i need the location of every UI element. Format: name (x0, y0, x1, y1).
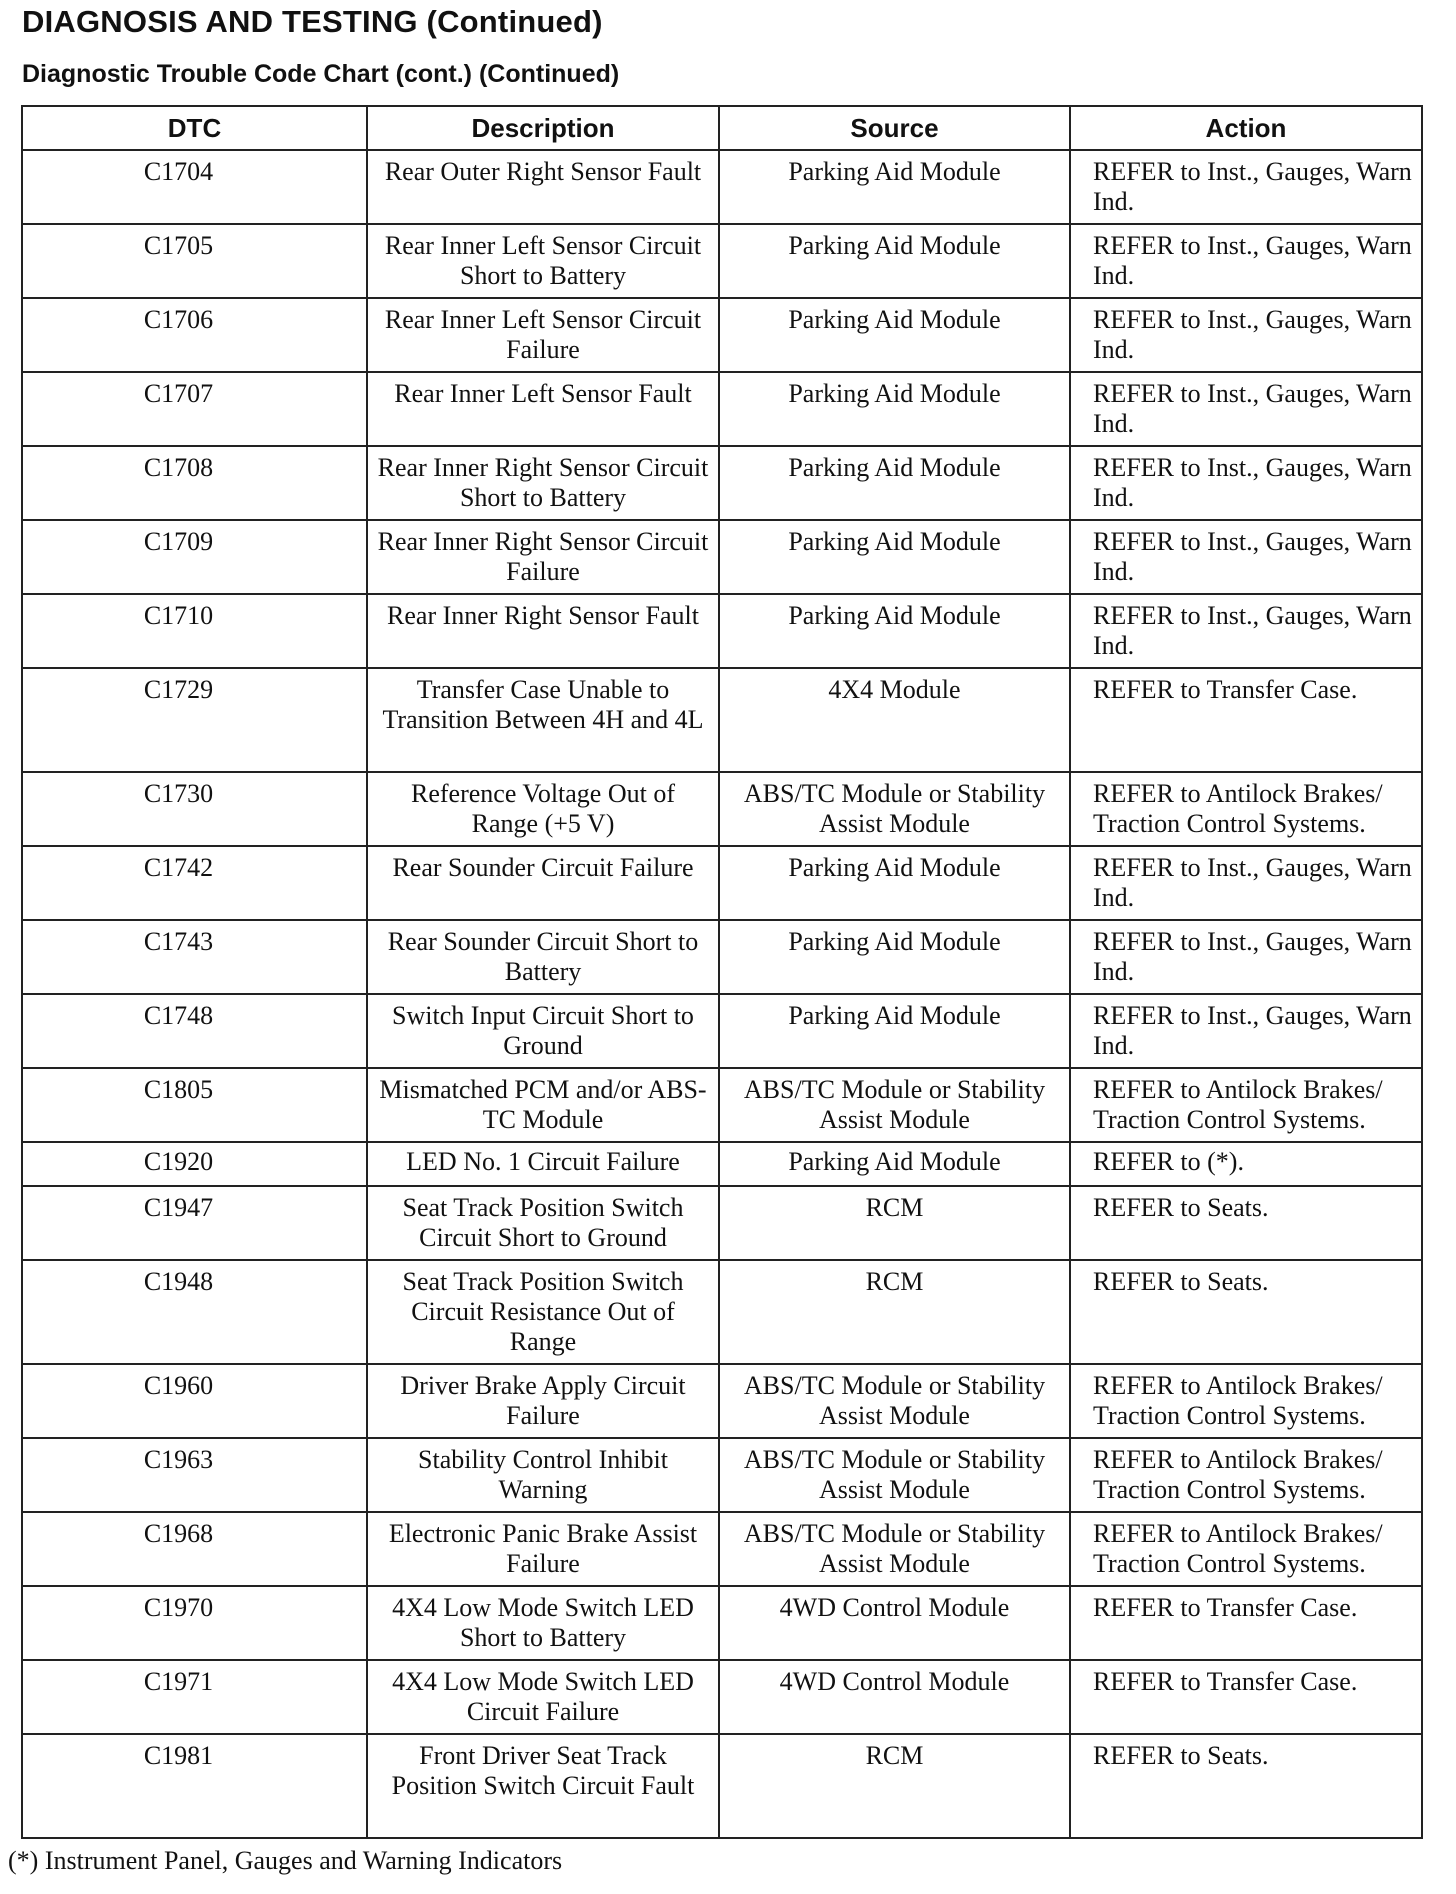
description-cell: Driver Brake Apply Circuit Failure (367, 1364, 719, 1438)
description-cell: Rear Inner Left Sensor Fault (367, 372, 719, 446)
dtc-cell: C1710 (22, 594, 367, 668)
table-row (22, 224, 1422, 298)
action-cell: REFER to Inst., Gauges, Warn Ind. (1070, 846, 1422, 920)
action-cell: REFER to Inst., Gauges, Warn Ind. (1070, 594, 1422, 668)
description-cell: Rear Sounder Circuit Short to Battery (367, 920, 719, 994)
table-row (22, 446, 1422, 520)
table-row (22, 846, 1422, 920)
source-cell: Parking Aid Module (719, 846, 1070, 920)
source-cell: Parking Aid Module (719, 150, 1070, 224)
table-row (22, 1186, 1422, 1260)
description-cell: Rear Inner Left Sensor Circuit Short to Battery (367, 224, 719, 298)
action-cell: REFER to Antilock Brakes/ Traction Control Systems. (1070, 1364, 1422, 1438)
description-cell: Rear Inner Right Sensor Circuit Short to Battery (367, 446, 719, 520)
description-cell: Front Driver Seat Track Position Switch Circuit Fault (367, 1734, 719, 1838)
source-cell: Parking Aid Module (719, 594, 1070, 668)
source-cell: Parking Aid Module (719, 920, 1070, 994)
chart-title: Diagnostic Trouble Code Chart (cont.) (Continued) (22, 60, 620, 88)
dtc-cell: C1709 (22, 520, 367, 594)
source-cell: 4WD Control Module (719, 1660, 1070, 1734)
description-cell: Stability Control Inhibit Warning (367, 1438, 719, 1512)
section-title: DIAGNOSIS AND TESTING (Continued) (22, 4, 603, 39)
dtc-cell: C1705 (22, 224, 367, 298)
table-row (22, 520, 1422, 594)
source-cell: Parking Aid Module (719, 224, 1070, 298)
table-row (22, 772, 1422, 846)
source-cell: Parking Aid Module (719, 372, 1070, 446)
action-cell: REFER to Inst., Gauges, Warn Ind. (1070, 224, 1422, 298)
dtc-cell: C1963 (22, 1438, 367, 1512)
action-cell: REFER to Transfer Case. (1070, 1660, 1422, 1734)
dtc-cell: C1971 (22, 1660, 367, 1734)
table-row (22, 1512, 1422, 1586)
action-cell: REFER to Seats. (1070, 1260, 1422, 1364)
table-row (22, 150, 1422, 224)
table-row (22, 1142, 1422, 1186)
table-header-row (22, 106, 1422, 150)
table-row (22, 1364, 1422, 1438)
dtc-cell: C1981 (22, 1734, 367, 1838)
table-body (22, 150, 1422, 1838)
description-cell: Rear Inner Left Sensor Circuit Failure (367, 298, 719, 372)
action-cell: REFER to Seats. (1070, 1734, 1422, 1838)
source-cell: 4WD Control Module (719, 1586, 1070, 1660)
table-row (22, 1734, 1422, 1838)
description-cell: Rear Sounder Circuit Failure (367, 846, 719, 920)
dtc-cell: C1729 (22, 668, 367, 772)
table-row (22, 920, 1422, 994)
dtc-cell: C1948 (22, 1260, 367, 1364)
action-cell: REFER to Inst., Gauges, Warn Ind. (1070, 298, 1422, 372)
action-cell: REFER to Antilock Brakes/ Traction Control Systems. (1070, 772, 1422, 846)
dtc-cell: C1960 (22, 1364, 367, 1438)
action-cell: REFER to Antilock Brakes/ Traction Control Systems. (1070, 1438, 1422, 1512)
table-row (22, 1660, 1422, 1734)
source-cell: ABS/TC Module or Stability Assist Module (719, 772, 1070, 846)
table-row (22, 594, 1422, 668)
table-row (22, 1260, 1422, 1364)
column-header-description: Description (367, 106, 719, 150)
source-cell: 4X4 Module (719, 668, 1070, 772)
dtc-cell: C1947 (22, 1186, 367, 1260)
description-cell: 4X4 Low Mode Switch LED Short to Battery (367, 1586, 719, 1660)
table-row (22, 1438, 1422, 1512)
description-cell: Switch Input Circuit Short to Ground (367, 994, 719, 1068)
table-row (22, 994, 1422, 1068)
source-cell: ABS/TC Module or Stability Assist Module (719, 1364, 1070, 1438)
source-cell: RCM (719, 1186, 1070, 1260)
action-cell: REFER to Inst., Gauges, Warn Ind. (1070, 994, 1422, 1068)
description-cell: 4X4 Low Mode Switch LED Circuit Failure (367, 1660, 719, 1734)
action-cell: REFER to Inst., Gauges, Warn Ind. (1070, 150, 1422, 224)
source-cell: Parking Aid Module (719, 446, 1070, 520)
column-header-source: Source (719, 106, 1070, 150)
dtc-cell: C1706 (22, 298, 367, 372)
table-row (22, 668, 1422, 772)
dtc-cell: C1920 (22, 1142, 367, 1186)
dtc-cell: C1704 (22, 150, 367, 224)
action-cell: REFER to Transfer Case. (1070, 668, 1422, 772)
table-row (22, 298, 1422, 372)
description-cell: Rear Outer Right Sensor Fault (367, 150, 719, 224)
table-row (22, 1068, 1422, 1142)
action-cell: REFER to (*). (1070, 1142, 1422, 1186)
action-cell: REFER to Inst., Gauges, Warn Ind. (1070, 520, 1422, 594)
source-cell: ABS/TC Module or Stability Assist Module (719, 1512, 1070, 1586)
description-cell: Seat Track Position Switch Circuit Short to Ground (367, 1186, 719, 1260)
action-cell: REFER to Antilock Brakes/ Traction Control Systems. (1070, 1068, 1422, 1142)
source-cell: RCM (719, 1260, 1070, 1364)
table-row (22, 1586, 1422, 1660)
dtc-cell: C1730 (22, 772, 367, 846)
dtc-cell: C1748 (22, 994, 367, 1068)
description-cell: Seat Track Position Switch Circuit Resistance Out of Range (367, 1260, 719, 1364)
action-cell: REFER to Inst., Gauges, Warn Ind. (1070, 446, 1422, 520)
description-cell: Mismatched PCM and/or ABS-TC Module (367, 1068, 719, 1142)
dtc-cell: C1743 (22, 920, 367, 994)
description-cell: Transfer Case Unable to Transition Between 4H and 4L (367, 668, 719, 772)
table-row (22, 372, 1422, 446)
action-cell: REFER to Seats. (1070, 1186, 1422, 1260)
action-cell: REFER to Transfer Case. (1070, 1586, 1422, 1660)
source-cell: ABS/TC Module or Stability Assist Module (719, 1068, 1070, 1142)
source-cell: ABS/TC Module or Stability Assist Module (719, 1438, 1070, 1512)
source-cell: Parking Aid Module (719, 298, 1070, 372)
dtc-cell: C1707 (22, 372, 367, 446)
dtc-table (21, 105, 1423, 1839)
action-cell: REFER to Inst., Gauges, Warn Ind. (1070, 372, 1422, 446)
dtc-cell: C1805 (22, 1068, 367, 1142)
column-header-action: Action (1070, 106, 1422, 150)
dtc-cell: C1742 (22, 846, 367, 920)
description-cell: Rear Inner Right Sensor Fault (367, 594, 719, 668)
dtc-cell: C1968 (22, 1512, 367, 1586)
dtc-cell: C1970 (22, 1586, 367, 1660)
description-cell: LED No. 1 Circuit Failure (367, 1142, 719, 1186)
description-cell: Electronic Panic Brake Assist Failure (367, 1512, 719, 1586)
footnote: (*) Instrument Panel, Gauges and Warning Indicators (8, 1846, 563, 1875)
dtc-cell: C1708 (22, 446, 367, 520)
description-cell: Reference Voltage Out of Range (+5 V) (367, 772, 719, 846)
description-cell: Rear Inner Right Sensor Circuit Failure (367, 520, 719, 594)
source-cell: RCM (719, 1734, 1070, 1838)
column-header-dtc: DTC (22, 106, 367, 150)
action-cell: REFER to Antilock Brakes/ Traction Control Systems. (1070, 1512, 1422, 1586)
source-cell: Parking Aid Module (719, 520, 1070, 594)
action-cell: REFER to Inst., Gauges, Warn Ind. (1070, 920, 1422, 994)
source-cell: Parking Aid Module (719, 1142, 1070, 1186)
source-cell: Parking Aid Module (719, 994, 1070, 1068)
